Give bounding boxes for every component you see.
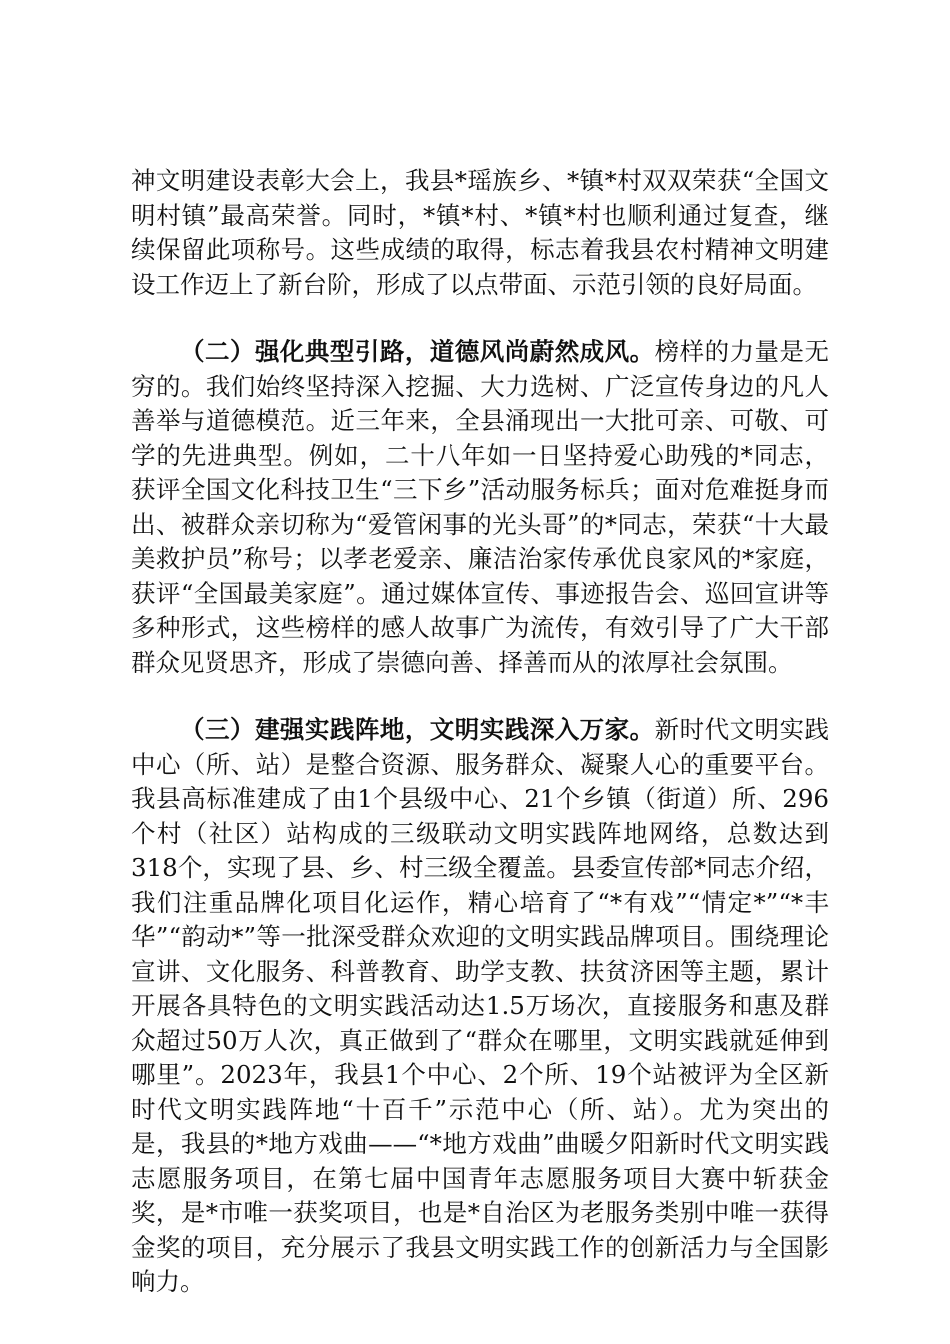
document-page bbox=[131, 164, 829, 1300]
section-3-heading: （三）建强实践阵地，文明实践深入万家。 bbox=[180, 715, 655, 744]
paragraph-section-2 bbox=[131, 335, 829, 680]
paragraph-continuation bbox=[131, 164, 829, 302]
section-3-text: 新时代文明实践中心（所、站）是整合资源、服务群众、凝聚人心的重要平台。我县高标准建成了由1个县级中心、21个乡镇（街道）所、296个村（社区）站构成的三级联动文明实践阵地网络，总数达到318个，实现了县、乡、村三级全覆盖。县委宣传部*同志介绍，我们注重品牌化项目化运作，精心培育了“*有戏”“情定*”“*丰华”“韵动*”等一批深受群众欢迎的文明实践品牌项目。围绕理论宣讲、文化服务、科普教育、助学支教、扶贫济困等主题，累计开展各具特色的文明实践活动达1.5万场次，直接服务和惠及群众超过50万人次，真正做到了“群众在哪里，文明实践就延伸到哪里”。2023年，我县1个中心、2个所、19个站被评为全区新时代文明实践阵地“十百千”示范中心（所、站）。尤为突出的是，我县的*地方戏曲——“*地方戏曲”曲暖夕阳新时代文明实践志愿服务项目，在第七届中国青年志愿服务项目大赛中斩获金奖，是*市唯一获奖项目，也是*自治区为老服务类别中唯一获得金奖的项目，充分展示了我县文明实践工作的创新活力与全国影响力。 bbox=[131, 715, 830, 1296]
section-2-heading: （二）强化典型引路，道德风尚蔚然成风。 bbox=[180, 337, 655, 366]
paragraph-section-3 bbox=[131, 713, 829, 1300]
paragraph-1-text: 神文明建设表彰大会上，我县*瑶族乡、*镇*村双双荣获“全国文明村镇”最高荣誉。同时，*镇*村、*镇*村也顺利通过复查，继续保留此项称号。这些成绩的取得，标志着我县农村精神文明建设工作迈上了新台阶，形成了以点带面、示范引领的良好局面。 bbox=[131, 166, 829, 299]
section-2-text: 榜样的力量是无穷的。我们始终坚持深入挖掘、大力选树、广泛宣传身边的凡人善举与道德模范。近三年来，全县涌现出一大批可亲、可敬、可学的先进典型。例如，二十八年如一日坚持爱心助残的*同志，获评全国文化科技卫生“三下乡”活动服务标兵；面对危难挺身而出、被群众亲切称为“爱管闲事的光头哥”的*同志，荣获“十大最美救护员”称号；以孝老爱亲、廉洁治家传承优良家风的*家庭，获评“全国最美家庭”。通过媒体宣传、事迹报告会、巡回宣讲等多种形式，这些榜样的感人故事广为流传，有效引导了广大干部群众见贤思齐，形成了崇德向善、择善而从的浓厚社会氛围。 bbox=[131, 337, 830, 677]
